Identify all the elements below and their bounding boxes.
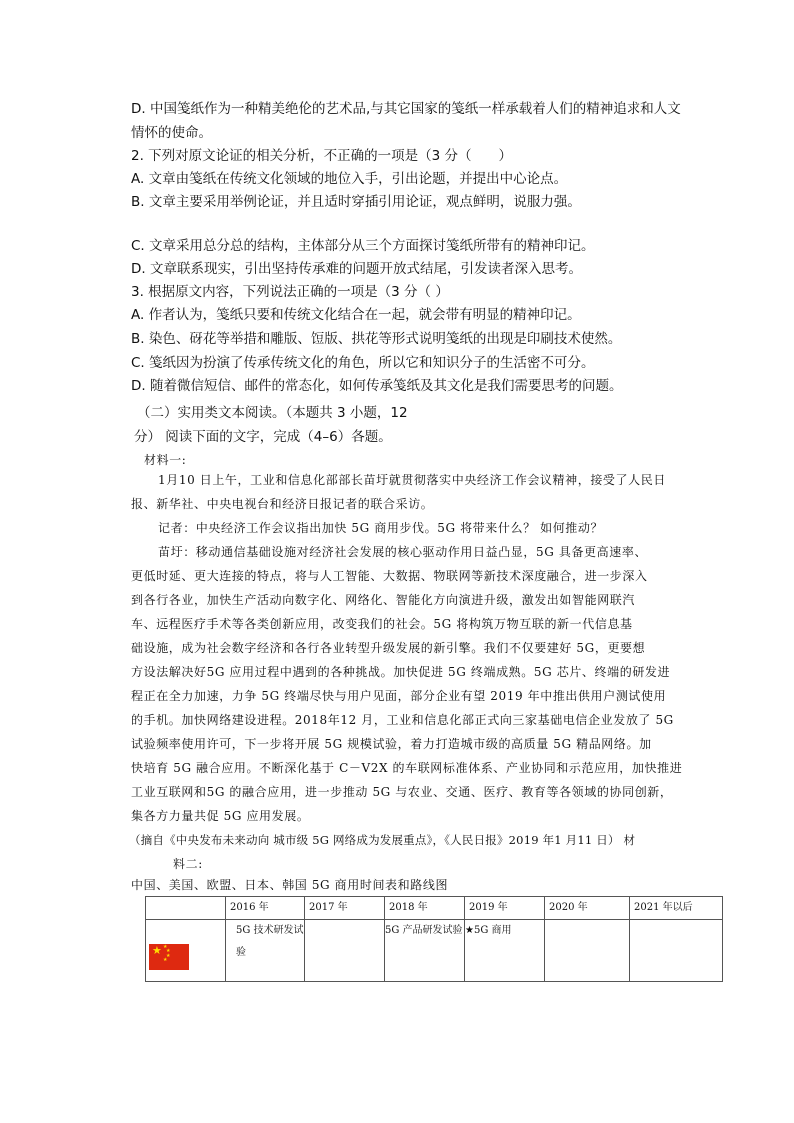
table-cell bbox=[545, 920, 630, 982]
table-cell bbox=[385, 920, 465, 982]
material1-line: 车、远程医疗手术等各类创新应用，改变我们的社会。5G 将构筑万物互联的新一代信息基 bbox=[131, 617, 633, 631]
material1-line: 方设法解决好5G 应用过程中遇到的各种挑战。加快促进 5G 终端成熟。5G 芯片、终端的研发进 bbox=[131, 665, 671, 679]
material1-line: 报、新华社、中央电视台和经济日报记者的联合采访。 bbox=[131, 497, 434, 511]
material1-line: 1月10 日上午，工业和信息化部部长苗圩就贯彻落实中央经济工作会议精神，接受了人民日 bbox=[158, 473, 666, 487]
table-header-row bbox=[146, 897, 723, 920]
material1-line: 试验频率使用许可，下一步将开展 5G 规模试验，着力打造城市级的高质量 5G 精品网络。加 bbox=[131, 737, 652, 751]
question-3: 3. 根据原文内容，下列说法正确的一项是（3 分（ ） bbox=[131, 284, 449, 300]
cell-text: 5G 技术研发试验 bbox=[236, 925, 304, 958]
option-d-line2: 情怀的使命。 bbox=[131, 125, 212, 141]
q2-option-d: D. 文章联系现实，引出坚持传承难的问题开放式结尾，引发读者深入思考。 bbox=[131, 261, 582, 277]
table-row-china bbox=[146, 920, 723, 982]
q2-option-b: B. 文章主要采用举例论证，并且适时穿插引用论证，观点鲜明，说服力强。 bbox=[131, 194, 581, 210]
table-header-cell: 2018 年 bbox=[385, 897, 465, 920]
material1-source: （摘自《中央发布未来动向 城市级 5G 网络成为发展重点》，《人民日报》2019 年1 月11 日） 材 bbox=[129, 833, 636, 847]
table-header-cell bbox=[146, 897, 226, 920]
material1-line: 到各行各业，加快生产活动向数字化、网络化、智能化方向演进升级，激发出如智能网联汽 bbox=[131, 593, 636, 607]
flag-cell bbox=[146, 920, 226, 982]
table-caption: 中国、美国、欧盟、日本、韩国 5G 商用时间表和路线图 bbox=[131, 878, 449, 892]
table-cell bbox=[465, 920, 545, 982]
material1-line: 集各方力量共促 5G 应用发展。 bbox=[131, 809, 310, 823]
table-header-cell: 2020 年 bbox=[545, 897, 630, 920]
table-header-cell: 2021 年以后 bbox=[630, 897, 723, 920]
material1-line: 程正在全力加速，力争 5G 终端尽快与用户见面，部分企业有望 2019 年中推出供用户测试使用 bbox=[131, 689, 667, 703]
material1-line: 工业互联网和5G 的融合应用，进一步推动 5G 与农业、交通、医疗、教育等各领域的协同创新， bbox=[131, 785, 673, 799]
material1-line: 快培育 5G 融合应用。不断深化基于 C－V2X 的车联网标准体系、产业协同和示范应用，加快推进 bbox=[131, 761, 683, 775]
option-d-line1: D. 中国笺纸作为一种精美绝伦的艺术品,与其它国家的笺纸一样承载着人们的精神追求和人文 bbox=[131, 101, 681, 117]
material1-line: 更低时延、更大连接的特点，将与人工智能、大数据、物联网等新技术深度融合，进一步深入 bbox=[131, 569, 648, 583]
table-header-cell: 2019 年 bbox=[465, 897, 545, 920]
material1-line: 础设施，成为社会数字经济和各行各业转型升级发展的新引擎。我们不仅要建好 5G，更要想 bbox=[131, 641, 646, 655]
table-header-cell: 2017 年 bbox=[305, 897, 385, 920]
material2-heading: 料二: bbox=[173, 857, 203, 871]
q2-option-a: A. 文章由笺纸在传统文化领域的地位入手，引出论题，并提出中心论点。 bbox=[131, 171, 568, 187]
china-flag-icon: ★ ★ ★ ★ ★ bbox=[149, 944, 189, 970]
section-heading-line1: （二）实用类文本阅读。（本题共 3 小题，12 bbox=[137, 405, 408, 421]
section-heading-line2: 分） 阅读下面的文字，完成（4–6）各题。 bbox=[134, 429, 392, 445]
table-cell bbox=[305, 920, 385, 982]
material1-heading: 材料一: bbox=[144, 453, 187, 467]
table-cell bbox=[630, 920, 723, 982]
cell-text: 5G 产品研发试验 bbox=[385, 925, 463, 936]
q3-option-a: A. 作者认为，笺纸只要和传统文化结合在一起，就会带有明显的精神印记。 bbox=[131, 307, 581, 323]
material1-line: 的手机。加快网络建设进程。2018年12 月，工业和信息化部正式向三家基础电信企业发放了 5G bbox=[131, 713, 674, 727]
q3-option-d: D. 随着微信短信、邮件的常态化，如何传承笺纸及其文化是我们需要思考的问题。 bbox=[131, 378, 623, 394]
material1-line: 苗圩：移动通信基础设施对经济社会发展的核心驱动作用日益凸显，5G 具备更高速率、 bbox=[158, 545, 648, 559]
cell-text: ★5G 商用 bbox=[465, 925, 512, 936]
q3-option-b: B. 染色、砑花等举措和雕版、饾版、拱花等形式说明笺纸的出现是印刷技术使然。 bbox=[131, 331, 622, 347]
q3-option-c: C. 笺纸因为扮演了传承传统文化的角色，所以它和知识分子的生活密不可分。 bbox=[131, 355, 595, 371]
table-cell bbox=[226, 920, 305, 982]
table-header-cell: 2016 年 bbox=[226, 897, 305, 920]
material1-line: 记者：中央经济工作会议指出加快 5G 商用步伐。5G 将带来什么？ 如何推动？ bbox=[158, 521, 604, 535]
q2-option-c: C. 文章采用总分总的结构，主体部分从三个方面探讨笺纸所带有的精神印记。 bbox=[131, 238, 595, 254]
roadmap-table bbox=[145, 896, 723, 982]
question-2: 2. 下列对原文论证的相关分析，不正确的一项是（3 分（ ） bbox=[131, 148, 513, 164]
